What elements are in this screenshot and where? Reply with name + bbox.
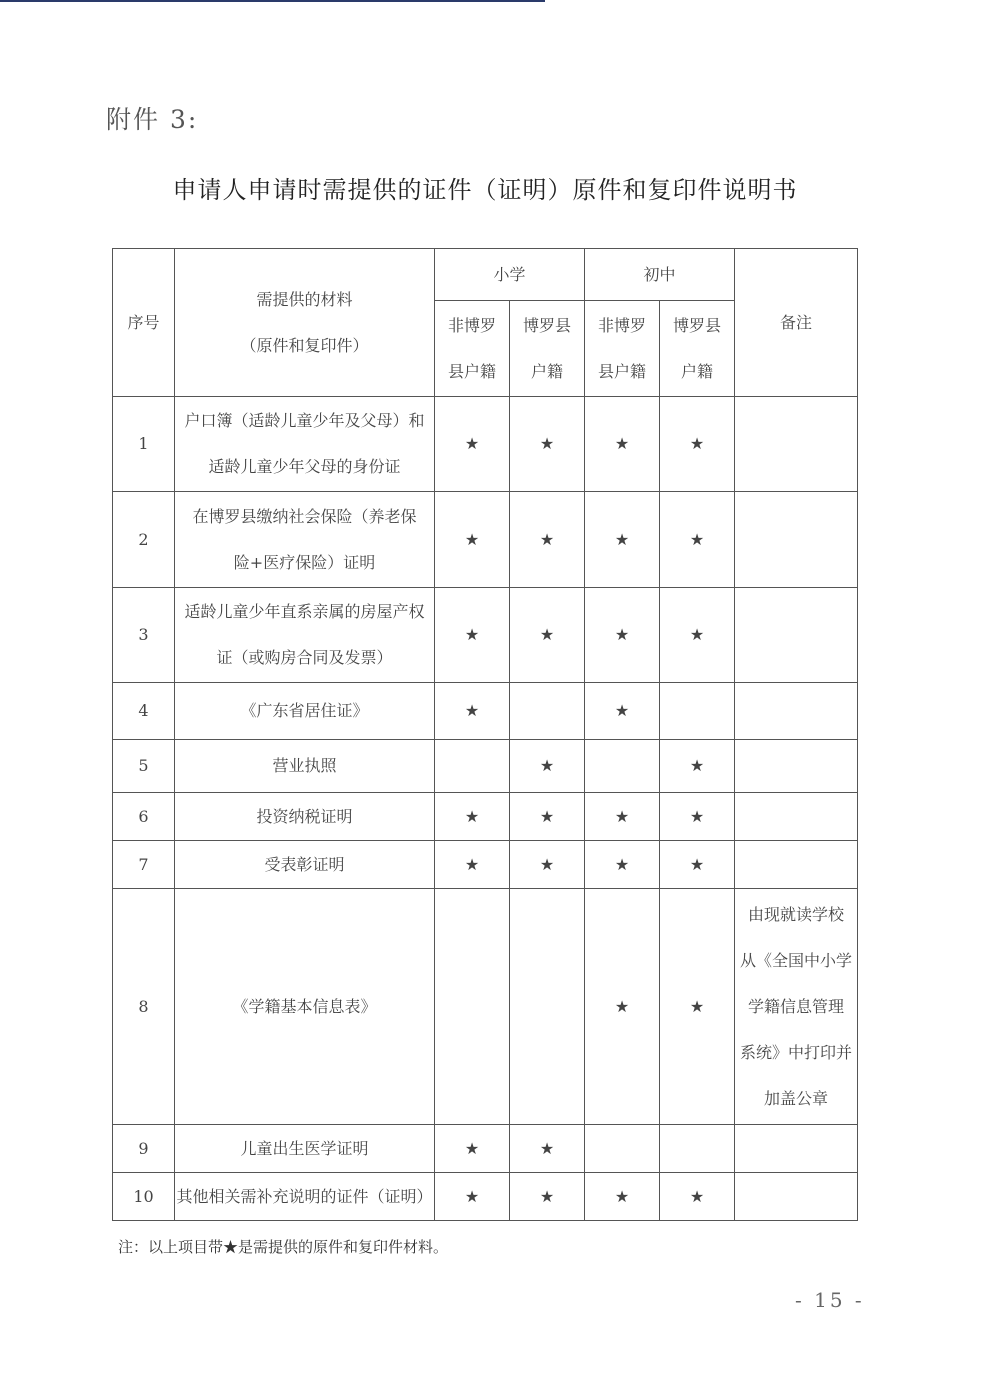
table-row (113, 683, 858, 740)
star-mark (435, 740, 510, 793)
header-seq: 序号 (113, 249, 175, 397)
remark-text: 加盖公章 (764, 1088, 829, 1108)
row-material: 受表彰证明 (175, 841, 435, 889)
star-mark (510, 889, 585, 1125)
header-primary-non-boluo (435, 301, 510, 397)
star-mark: ★ (585, 841, 660, 889)
star-mark: ★ (510, 1125, 585, 1173)
attachment-label: 附件 3: (106, 105, 199, 134)
star-mark: ★ (435, 588, 510, 683)
row-number: 1 (113, 397, 175, 492)
top-edge-line (0, 0, 545, 2)
material-text: 户口簿（适龄儿童少年及父母）和 (184, 411, 425, 430)
star-mark: ★ (660, 740, 735, 793)
star-mark: ★ (510, 588, 585, 683)
remark-cell (735, 740, 858, 793)
header-text: 非博罗 (598, 315, 647, 335)
star-mark (510, 683, 585, 740)
remark-cell (735, 1173, 858, 1221)
row-material (175, 588, 435, 683)
row-number: 6 (113, 793, 175, 841)
star-mark (660, 683, 735, 740)
star-mark: ★ (435, 841, 510, 889)
header-text: 户籍 (681, 361, 714, 381)
row-material: 《广东省居住证》 (175, 683, 435, 740)
header-text: 博罗县 (523, 315, 572, 335)
star-mark: ★ (435, 397, 510, 492)
star-mark: ★ (510, 492, 585, 588)
material-text: 在博罗县缴纳社会保险（养老保 (192, 506, 417, 526)
remark-cell (735, 683, 858, 740)
header-remark: 备注 (735, 249, 858, 397)
footnote: 注：以上项目带★是需提供的原件和复印件材料。 (118, 1238, 449, 1256)
star-mark: ★ (585, 793, 660, 841)
star-mark: ★ (510, 841, 585, 889)
star-mark: ★ (660, 588, 735, 683)
row-material: 《学籍基本信息表》 (175, 889, 435, 1125)
table-row (113, 588, 858, 683)
table-row (113, 740, 858, 793)
star-mark: ★ (435, 1125, 510, 1173)
row-number: 8 (113, 889, 175, 1125)
table-row (113, 492, 858, 588)
star-mark: ★ (660, 492, 735, 588)
remark-text: 从《全国中小学 (740, 950, 853, 970)
star-mark: ★ (435, 1173, 510, 1221)
star-mark: ★ (585, 683, 660, 740)
remark-text: 由现就读学校 (748, 904, 845, 924)
star-mark (585, 1125, 660, 1173)
row-material: 其他相关需补充说明的证件（证明） (175, 1173, 435, 1221)
star-mark: ★ (435, 793, 510, 841)
header-primary-boluo (510, 301, 585, 397)
row-number: 4 (113, 683, 175, 740)
table-row (113, 1173, 858, 1221)
star-mark: ★ (660, 397, 735, 492)
material-text: 证（或购房合同及发票） (216, 648, 393, 667)
star-mark: ★ (585, 588, 660, 683)
header-text: 户籍 (531, 361, 564, 381)
header-text: 博罗县 (673, 315, 722, 335)
remark-cell (735, 841, 858, 889)
header-text: 县户籍 (598, 361, 647, 381)
star-mark: ★ (585, 1173, 660, 1221)
remark-text: 学籍信息管理 (748, 996, 845, 1016)
document-title: 申请人申请时需提供的证件（证明）原件和复印件说明书 (172, 176, 798, 204)
remark-cell (735, 793, 858, 841)
header-junior: 初中 (585, 249, 735, 301)
row-material: 投资纳税证明 (175, 793, 435, 841)
star-mark (435, 889, 510, 1125)
table-row (113, 841, 858, 889)
table-row (113, 793, 858, 841)
star-mark: ★ (660, 793, 735, 841)
table-row (113, 397, 858, 492)
table-row (113, 1125, 858, 1173)
material-text: 适龄儿童少年直系亲属的房屋产权 (184, 602, 425, 621)
materials-table (112, 248, 858, 1221)
table-row (113, 889, 858, 1125)
remark-cell (735, 397, 858, 492)
material-text: 险+医疗保险）证明 (233, 552, 376, 572)
row-material (175, 492, 435, 588)
header-material-line2: （原件和复印件） (240, 335, 369, 355)
header-primary: 小学 (435, 249, 585, 301)
star-mark: ★ (510, 793, 585, 841)
star-mark: ★ (660, 1173, 735, 1221)
star-mark: ★ (585, 397, 660, 492)
header-text: 非博罗 (447, 315, 496, 335)
row-number: 9 (113, 1125, 175, 1173)
page-number: - 15 - (795, 1288, 865, 1312)
star-mark: ★ (435, 683, 510, 740)
header-material (175, 249, 435, 397)
star-mark: ★ (660, 841, 735, 889)
star-mark: ★ (510, 397, 585, 492)
remark-cell (735, 588, 858, 683)
row-number: 5 (113, 740, 175, 793)
star-mark (660, 1125, 735, 1173)
row-material: 儿童出生医学证明 (175, 1125, 435, 1173)
material-text: 适龄儿童少年父母的身份证 (208, 457, 401, 476)
header-junior-non-boluo (585, 301, 660, 397)
remark-cell (735, 492, 858, 588)
header-junior-boluo (660, 301, 735, 397)
row-material (175, 397, 435, 492)
star-mark: ★ (435, 492, 510, 588)
row-number: 3 (113, 588, 175, 683)
remark-cell (735, 889, 858, 1125)
star-mark (585, 740, 660, 793)
header-text: 县户籍 (447, 361, 496, 381)
remark-cell (735, 1125, 858, 1173)
row-material: 营业执照 (175, 740, 435, 793)
remark-text: 系统》中打印并 (740, 1042, 853, 1062)
star-mark: ★ (510, 740, 585, 793)
row-number: 7 (113, 841, 175, 889)
star-mark: ★ (510, 1173, 585, 1221)
star-mark: ★ (660, 889, 735, 1125)
star-mark: ★ (585, 889, 660, 1125)
row-number: 10 (113, 1173, 175, 1221)
row-number: 2 (113, 492, 175, 588)
star-mark: ★ (585, 492, 660, 588)
header-material-line1: 需提供的材料 (256, 289, 353, 309)
